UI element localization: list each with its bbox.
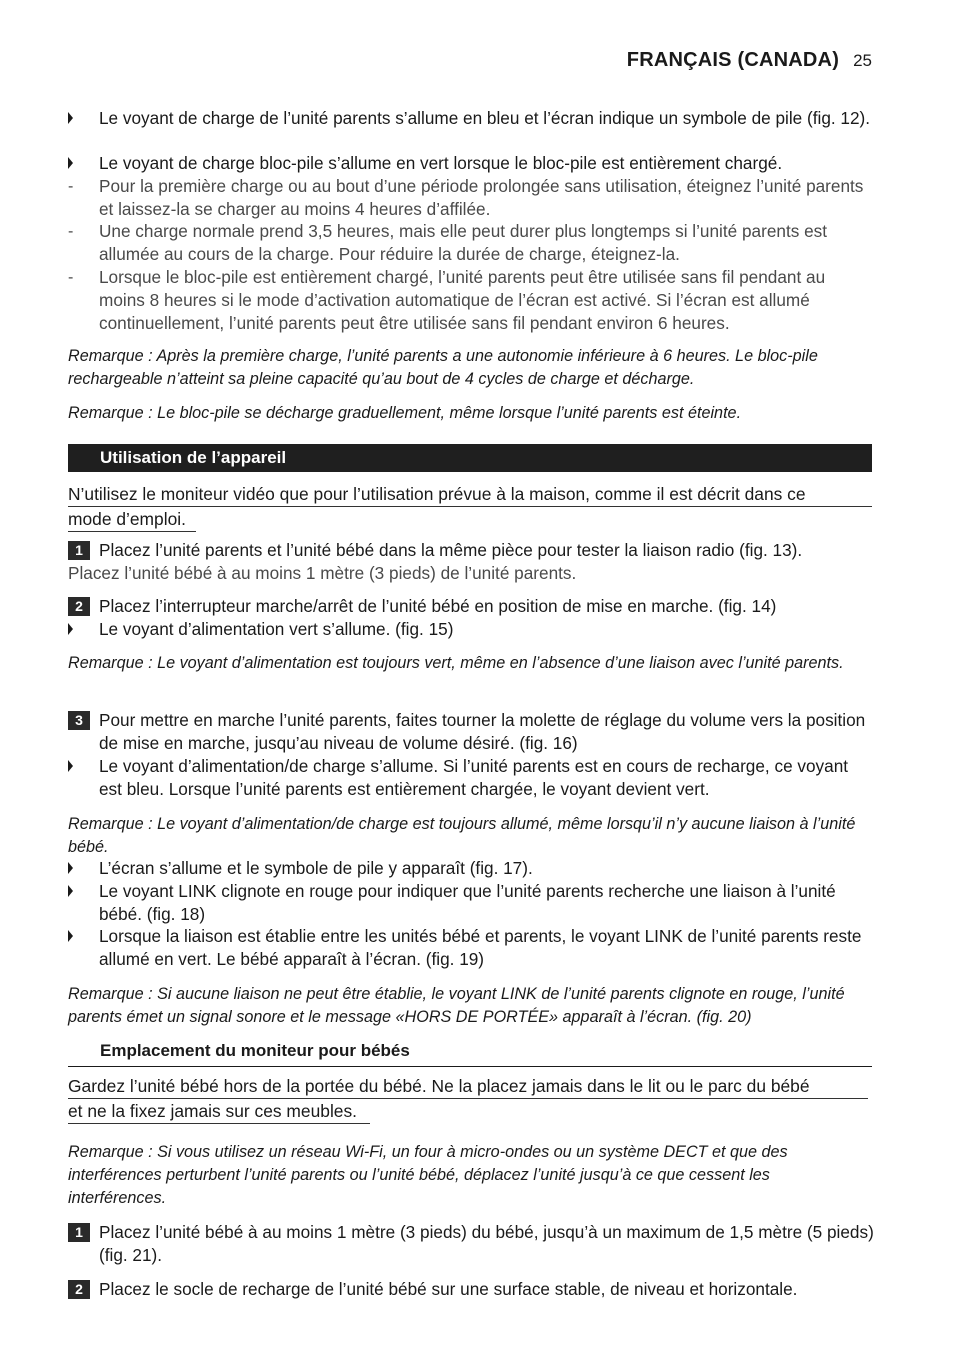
page-number: 25: [853, 51, 872, 70]
note: Remarque : Le voyant d’alimentation/de charge est toujours allumé, même lorsqu’il n’y aucune liaison à l’unité bébé.: [68, 815, 856, 856]
bullet-icon: [68, 107, 88, 130]
step-number: 2: [68, 597, 90, 616]
step-number: 2: [68, 1280, 90, 1299]
section-title: Utilisation de l’appareil: [100, 448, 287, 467]
step-number: 3: [68, 711, 90, 730]
warning-text: Gardez l’unité bébé hors de la portée du bébé. Ne la placez jamais dans le lit ou le parc du bébé et ne la fixez jamais sur ces meubles.: [68, 1074, 872, 1124]
bullet-icon: [68, 755, 88, 778]
step-number: 1: [68, 541, 90, 560]
dash-icon: -: [68, 223, 74, 240]
bullet-icon: [68, 857, 88, 880]
note: Remarque : Le bloc-pile se décharge graduellement, même lorsque l’unité parents est éteinte.: [68, 404, 742, 422]
dash-icon: -: [68, 269, 74, 286]
language-title: FRANÇAIS (CANADA): [626, 49, 840, 71]
dash-icon: -: [68, 178, 74, 195]
note: Remarque : Si vous utilisez un réseau Wi-Fi, un four à micro-ondes ou un système DECT et que des interférences perturbent l’unité parents ou l’unité bébé, déplacez l’unité jusqu’à ce que cessent les interférences.: [68, 1143, 788, 1207]
step-number: 1: [68, 1223, 90, 1242]
step-note: Placez l’unité bébé à au moins 1 mètre (3 pieds) de l’unité parents.: [68, 563, 577, 583]
bullet-icon: [68, 618, 88, 641]
bullet-icon: [68, 925, 88, 948]
bullet-icon: [68, 152, 88, 175]
bullet-icon: [68, 880, 88, 903]
note: Remarque : Si aucune liaison ne peut être établie, le voyant LINK de l’unité parents clignote en rouge, l’unité parents émet un signal sonore et le message «HORS DE PORTÉE» apparaît à l’écran. (fig. 20): [68, 985, 845, 1026]
subsection-heading: [68, 1040, 872, 1067]
manual-page: FRANÇAIS (CANADA) 25 Le voyant de charge de l’unité parents s’allume en bleu et l’écran indique un symbole de pile (fig. 12). Le voyant de charge bloc-pile s’allume en vert lorsque le bloc-pile est entièrement chargé. - Pour la première charge ou au bout d’une période prolongée sans utilisation, éteignez l’unité parents et laissez-la se charger au moins 4 heures d’affilée. - Une charge normale prend 3,5 heures, mais elle peut durer plus longtemps si l’unité parents est allumée au cours de la charge. Pour réduire la durée de charge, éteignez-la. - Lorsque le bloc-pile est entièrement chargé, l’unité parents peut être utilisée sans fil pendant au moins 8 heures si le mode d’activation automatique de l’écran est activé. Si l’écran est allumé continuellement, l’unité parents peut être utilisée sans fil pendant environ 6 heures. Remarque : Après la première charge, l’unité parents a une autonomie inférieure à 6 heures. Le bloc-pile rechargeable n’atteint sa pleine capacité qu’au bout de 4 cycles de charge et décharge. Remarque : Le bloc-pile se décharge graduellement, même lorsque l’unité parents est éteinte. Utilisation de l’appareil N’utilisez le moniteur vidéo que pour l’utilisation prévue à la maison, comme il est décrit dans ce mode d’emploi. 1 Placez l’unité parents et l’unité bébé dans la même pièce pour tester la liaison radio (fig. 13). Placez l’unité bébé à au moins 1 mètre (3 pieds) de l’unité parents. 2 Placez l’interrupteur marche/arrêt de l’unité bébé en position de mise en marche. (fig. 14) Le voyant d’alimentation vert s’allume. (fig. 15) Remarque : Le voyant d’alimentation est toujours vert, même en l’absence d’une liaison avec l’unité parents. 3 Pour mettre en marche l’unité parents, faites tourner la molette de réglage du volume vers la position de mise en marche, jusqu’au niveau de volume désiré. (fig. 16) Le voyant d’alimentation/de charge s’allume. Si l’unité parents est en cours de recharge, ce voyant est bleu. Lorsque l’unité parents est entièrement chargée, le voyant devient vert. Remarque : Le voyant d’alimentation/de charge est toujours allumé, même lorsqu’il n’y aucune liaison à l’unité bébé. L’écran s’allume et le symbole de pile y apparaît (fig. 17). Le voyant LINK clignote en rouge pour indiquer que l’unité parents recherche une liaison à l’unité bébé. (fig. 18) Lorsque la liaison est établie entre les unités bébé et parents, le voyant LINK de l’unité parents reste allumé en vert. Le bébé apparaît à l’écran. (fig. 19) Remarque : Si aucune liaison ne peut être établie, le voyant LINK de l’unité parents clignote en rouge, l’unité parents émet un signal sonore et le message «HORS DE PORTÉE» apparaît à l’écran. (fig. 20) Emplacement du moniteur pour bébés Gardez l’unité bébé hors de la portée du bébé. Ne la placez jamais dans le lit ou le parc du bébé et ne la fixez jamais sur ces meubles. Remarque : Si vous utilisez un réseau Wi-Fi, un four à micro-ondes ou un système DECT et que des interférences perturbent l’unité parents ou l’unité bébé, déplacez l’unité jusqu’à ce que cessent les interférences. 1 Placez l’unité bébé à au moins 1 mètre (3 pieds) du bébé, jusqu’à un maximum de 1,5 mètre (5 pieds) (fig. 21). 2 Placez le socle de recharge de l’unité bébé sur une surface stable, de niveau et horizontale.: [68, 49, 874, 1299]
page-header: [627, 49, 872, 73]
warning-text: N’utilisez le moniteur vidéo que pour l’utilisation prévue à la maison, comme il est décrit dans ce mode d’emploi.: [68, 482, 872, 532]
section-heading-bar: [68, 444, 872, 472]
note: Remarque : Après la première charge, l’unité parents a une autonomie inférieure à 6 heures. Le bloc-pile rechargeable n’atteint sa pleine capacité qu’au bout de 4 cycles de charge et décharge.: [68, 347, 818, 388]
subsection-title: Emplacement du moniteur pour bébés: [100, 1041, 410, 1060]
note: Remarque : Le voyant d’alimentation est toujours vert, même en l’absence d’une liaison avec l’unité parents.: [68, 654, 844, 672]
